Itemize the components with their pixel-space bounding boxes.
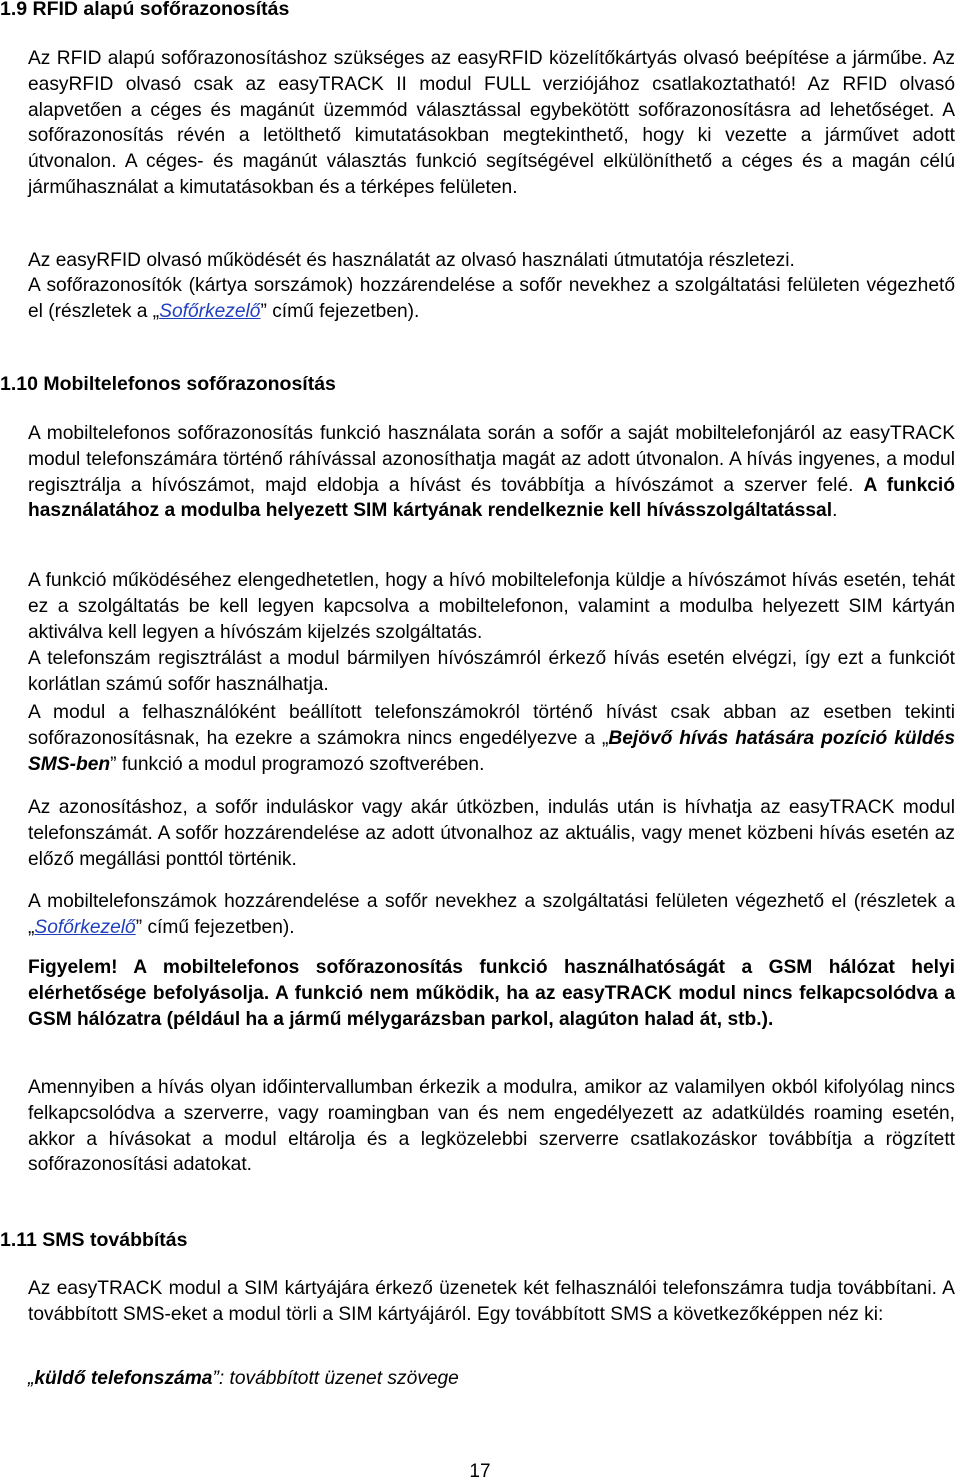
- rfid-assignment-paragraph: [28, 273, 955, 325]
- soforkezelo-link[interactable]: Sofőrkezelő: [159, 300, 261, 322]
- mobile-intro-paragraph: [28, 421, 955, 524]
- sms-forward-paragraph: Az easyTRACK modul a SIM kártyájára érkező üzenetek két felhasználói telefonszámra tudja továbbítani. A továbbított SMS-eket a modul törli a SIM kártyájáról. Egy továbbított SMS a következőképpen néz ki:: [28, 1278, 955, 1325]
- rfid-intro-paragraph: Az RFID alapú sofőrazonosításhoz szükséges az easyRFID közelítőkártyás olvasó beépítése a járműbe. Az easyRFID olvasó csak az easyTRACK II modul FULL verziójához csatlakoztatható! Az RFID olvasó alapvetően a céges és magánút üzemmód választással egybekötött sofőrazonosításra ad lehetőséget. A sofőrazonosítás révén a letölthető kimutatásokban megtekinthető, hogy ki vezette a járművet adott útvonalon. A céges- és magánút választás funkció segítségével elkülöníthető a céges és a magán célú járműhasználat a kimutatásokban és a térképes felületen.: [28, 48, 955, 198]
- forwarded-text-label: ”: továbbított üzenet szövege: [212, 1368, 459, 1389]
- sim-requirement-text: A funkció használatához a modulba helyezett SIM kártyának rendelkeznie kell hívásszolgáltatással: [28, 474, 955, 522]
- format-open-quote: „: [28, 1368, 35, 1389]
- identification-timing-paragraph: Az azonosításhoz, a sofőr induláskor vagy akár útközben, indulás után is hívhatja az easyTRACK modul telefonszámát. A sofőr hozzárendelése az adott útvonalhoz az aktuális, vagy menet közbeni hívás esetén az előző megállási ponttól történik.: [28, 797, 955, 870]
- registration-paragraph: A telefonszám regisztrálást a modul bármilyen hívószámról érkező hívás esetén elvégzi, így ezt a funkciót korlátlan számú sofőr használhatja.: [28, 648, 955, 695]
- caller-id-paragraph: A funkció működéséhez elengedhetetlen, hogy a hívó mobiltelefonja küldje a hívószámot hívás esetén, tehát ez a szolgáltatás be kell legyen kapcsolva a mobiltelefonon, valamint a modulba helyezett SIM kártyán aktiválva kell legyen a hívószám kijelzés szolgáltatás.: [28, 570, 955, 643]
- mobile-intro-end: .: [832, 500, 838, 522]
- gsm-warning-paragraph: Figyelem! A mobiltelefonos sofőrazonosítás funkció használhatóságát a GSM hálózat helyi elérhetősége befolyásolja. A funkció nem működik, ha az easyTRACK modul nincs felkapcsolódva a GSM hálózatra (például ha a jármű mélygarázsban parkol, alagúton halad át, stb.).: [28, 957, 955, 1030]
- soforkezelo-link-2[interactable]: Sofőrkezelő: [34, 916, 136, 938]
- page-number: 17: [469, 1461, 491, 1482]
- mobile-assignment-text: A mobiltelefonszámok hozzárendelése a sofőr nevekhez a szolgáltatási felületen végezhető el (részletek a „: [28, 891, 955, 938]
- user-numbers-text-end: ” funkció a modul programozó szoftverében.: [110, 753, 485, 775]
- section-heading-1-9: 1.9 RFID alapú sofőrazonosítás: [0, 0, 290, 20]
- section-heading-1-11: 1.11 SMS továbbítás: [0, 1229, 188, 1251]
- offline-storage-paragraph: Amennyiben a hívás olyan időintervallumban érkezik a modulra, amikor az valamilyen okból kifolyólag nincs felkapcsolódva a szerverre, vagy roamingban van és nem engedélyezett az adatküldés roaming esetén, akkor a hívásokat a modul eltárolja és a legközelebbi szerverre csatlakozáskor továbbítja a rögzített sofőrazonosítási adatokat.: [28, 1077, 955, 1176]
- rfid-assignment-text: A sofőrazonosítók (kártya sorszámok) hozzárendelése a sofőr nevekhez a szolgáltatási felületen végezhető el (részletek a „: [28, 275, 955, 322]
- mobile-assignment-text-end: ” című fejezetben).: [135, 916, 295, 938]
- rfid-manual-paragraph: Az easyRFID olvasó működését és használatát az olvasó használati útmutatója részletezi.: [28, 250, 795, 271]
- mobile-intro-text: A mobiltelefonos sofőrazonosítás funkció használata során a sofőr a saját mobiltelefonjáról az easyTRACK modul telefonszámára történő ráhívással azonosíthatja magát az adott útvonalon. A hívás ingyenes, a modul regisztrálja a hívószámot, majd eldobja a hívást és továbbítja a hívószámot a szerver felé.: [28, 423, 955, 496]
- rfid-assignment-text-end: ” című fejezetben).: [260, 300, 420, 322]
- sender-phone-label: küldő telefonszáma: [34, 1368, 213, 1389]
- user-numbers-text: A modul a felhasználóként beállított telefonszámokról történő hívást csak abban az esetben tekinti sofőrazonosításnak, ha ezekre a számokra nincs engedélyezve a „: [28, 702, 955, 749]
- incoming-call-sms-feature: Bejövő hívás hatására pozíció küldés SMS-ben: [28, 727, 955, 775]
- user-numbers-paragraph: [28, 700, 955, 777]
- section-heading-1-10: 1.10 Mobiltelefonos sofőrazonosítás: [0, 373, 336, 395]
- mobile-assignment-paragraph: [28, 889, 955, 941]
- sms-format-example: [28, 1366, 955, 1392]
